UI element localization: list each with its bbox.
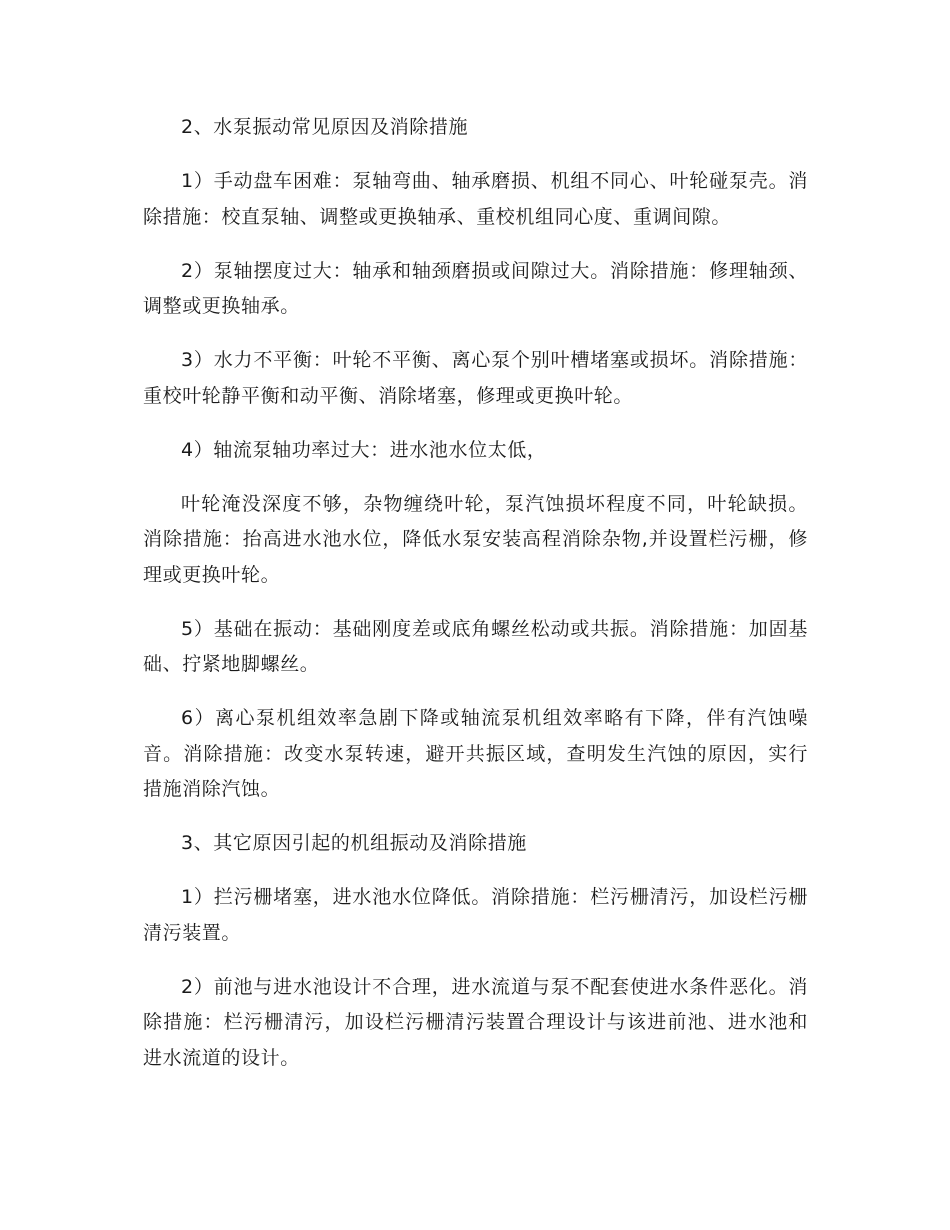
paragraph-forebay-design: 2）前池与进水池设计不合理，进水流道与泵不配套使进水条件恶化。消除措施：栏污栅清污，加设栏污栅清污装置合理设计与该进前池、进水池和进水流道的设计。 [143, 975, 808, 1069]
section-heading-pump-vibration: 2、水泵振动常见原因及消除措施 [181, 116, 469, 138]
paragraph-trash-rack-blockage: 1）拦污栅堵塞，进水池水位降低。消除措施：栏污栅清污，加设栏污栅清污装置。 [143, 886, 808, 944]
paragraph-impeller-submergence: 叶轮淹没深度不够，杂物缠绕叶轮，泵汽蚀损坏程度不同，叶轮缺损。消除措施：抬高进水池水位，降低水泵安装高程消除杂物,并设置栏污栅，修理或更换叶轮。 [143, 492, 808, 586]
paragraph-axial-pump-power: 4）轴流泵轴功率过大：进水池水位太低， [181, 438, 547, 461]
paragraph-hydraulic-imbalance: 3）水力不平衡：叶轮不平衡、离心泵个别叶槽堵塞或损坏。消除措施：重校叶轮静平衡和动平衡、消除堵塞，修理或更换叶轮。 [143, 349, 808, 407]
document-body [143, 110, 808, 1095]
paragraph-foundation-vibration: 5）基础在振动：基础刚度差或底角螺丝松动或共振。消除措施：加固基础、拧紧地脚螺丝。 [143, 617, 808, 675]
section-heading-other-causes: 3、其它原因引起的机组振动及消除措施 [181, 832, 527, 854]
paragraph-efficiency-drop: 6）离心泵机组效率急剧下降或轴流泵机组效率略有下降，伴有汽蚀噪音。消除措施：改变水泵转速，避开共振区域，查明发生汽蚀的原因，实行措施消除汽蚀。 [143, 707, 808, 800]
paragraph-shaft-swing: 2）泵轴摆度过大：轴承和轴颈磨损或间隙过大。消除措施：修理轴颈、调整或更换轴承。 [143, 259, 808, 317]
paragraph-hand-cranking-difficulty: 1）手动盘车困难：泵轴弯曲、轴承磨损、机组不同心、叶轮碰泵壳。消除措施：校直泵轴、调整或更换轴承、重校机组同心度、重调间隙。 [143, 170, 808, 228]
